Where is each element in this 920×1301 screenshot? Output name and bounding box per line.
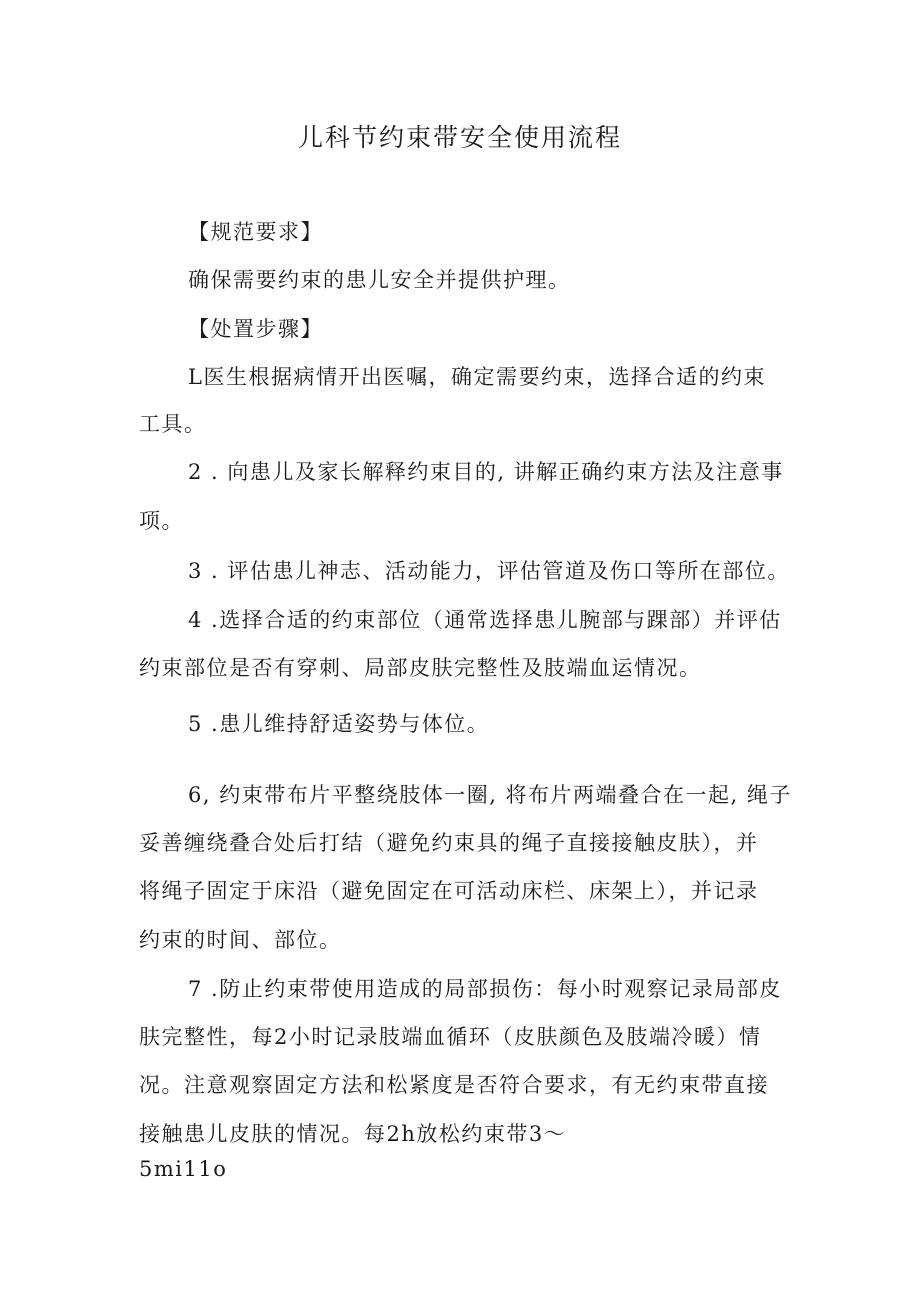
step-6-line-1: 6, 约束带布片平整绕肢体一圈, 将布片两端叠合在一起, 绳子 [188, 783, 792, 807]
step-7-line-5: 5mi11o [139, 1157, 228, 1181]
step-2-line-2: 项。 [139, 509, 184, 533]
step-7-line-4: 接触患儿皮肤的情况。每2h放松约束带3〜 [139, 1122, 567, 1146]
paragraph-line: 确保需要约束的患儿安全并提供护理。 [188, 268, 571, 292]
step-2-line-1: 2 . 向患儿及家长解释约束目的, 讲解正确约束方法及注意事 [188, 460, 784, 484]
step-6-line-3: 将绳子固定于床沿（避免固定在可活动床栏、床架上），并记录 [139, 879, 759, 903]
step-1-line-1: L医生根据病情开出医嘱，确定需要约束，选择合适的约束 [188, 365, 766, 389]
step-6-line-4: 约束的时间、部位。 [139, 928, 342, 952]
step-1-line-2: 工具。 [139, 412, 207, 436]
section-heading-steps: 【处置步骤】 [188, 317, 323, 341]
step-7-line-1: 7 .防止约束带使用造成的局部损伤：每小时观察记录局部皮 [188, 977, 782, 1001]
step-4-line-1: 4 .选择合适的约束部位（通常选择患儿腕部与踝部）并评估 [188, 608, 782, 632]
step-4-line-2: 约束部位是否有穿刺、局部皮肤完整性及肢端血运情况。 [139, 656, 702, 680]
step-3-line-1: 3 . 评估患儿神志、活动能力，评估管道及伤口等所在部位。 [188, 559, 790, 583]
document-title: 儿科节约束带安全使用流程 [297, 123, 622, 152]
step-6-line-2: 妥善缠绕叠合处后打结（避免约束具的绳子直接接触皮肤），并 [139, 831, 759, 855]
step-7-line-3: 况。注意观察固定方法和松紧度是否符合要求，有无约束带直接 [139, 1073, 769, 1097]
step-7-line-2: 肤完整性，每2小时记录肢端血循环（皮肤颜色及肢端冷暖）情 [139, 1025, 762, 1049]
step-5-line-1: 5 .患儿维持舒适姿势与体位。 [188, 712, 490, 736]
section-heading-requirements: 【规范要求】 [188, 220, 323, 244]
